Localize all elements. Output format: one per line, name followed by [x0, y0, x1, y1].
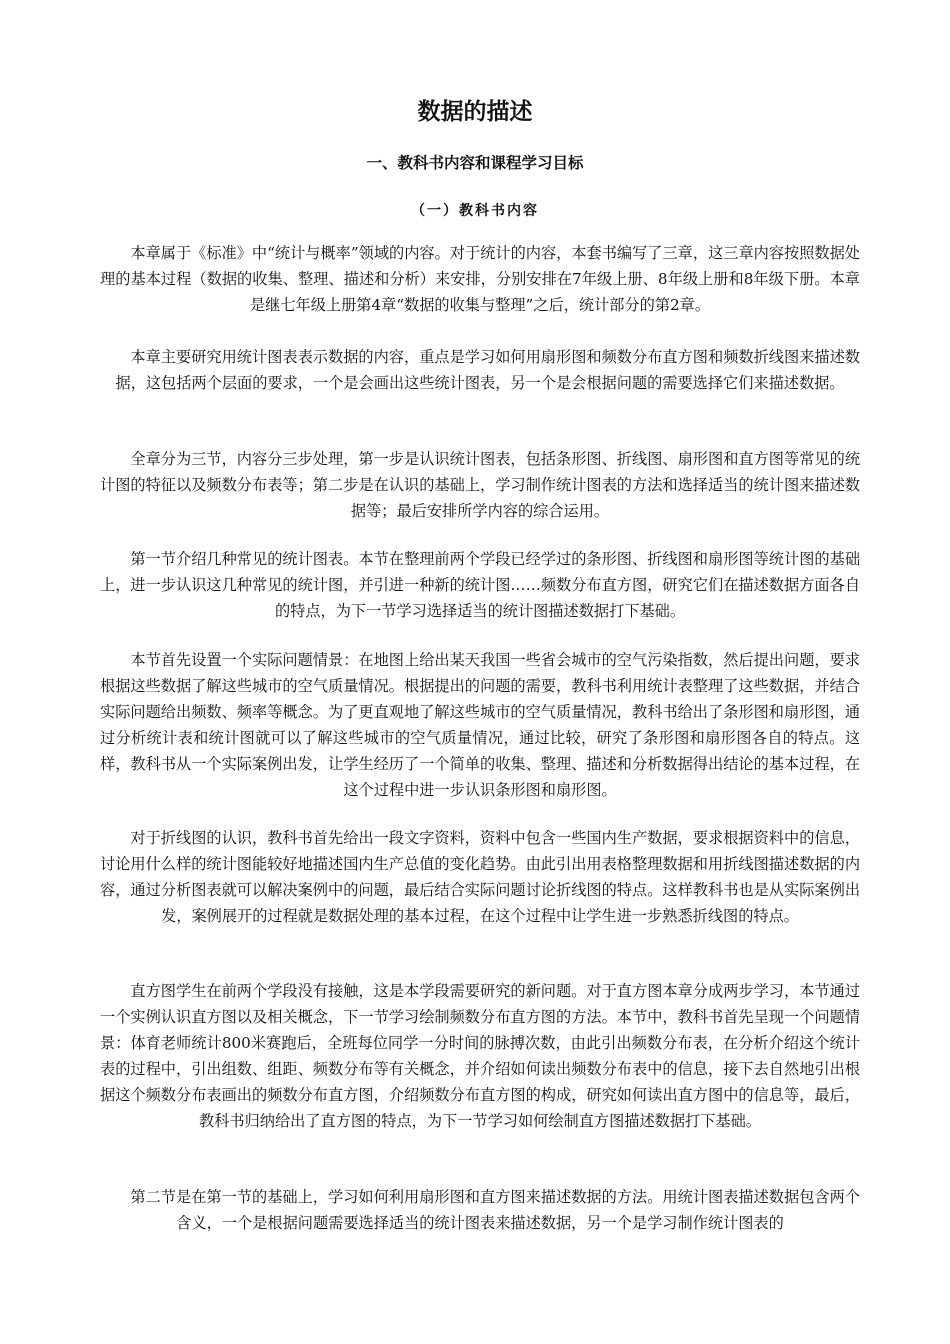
- paragraph-2: 本章主要研究用统计图表表示数据的内容，重点是学习如何用扇形图和频数分布直方图和频数折线图来描述数据，这包括两个层面的要求，一个是会画出这些统计图表，另一个是会根据问题的需要选择它们来描述数据。: [115, 348, 860, 392]
- subsection-heading: （一）教科书内容: [411, 203, 539, 219]
- paragraph-4: 第一节介绍几种常见的统计图表。本节在整理前两个学段已经学过的条形图、折线图和扇形图等统计图的基础上，进一步认识这几种常见的统计图，并引进一种新的统计图……频数分布直方图，研究它们在描述数据方面各自的特点，为下一节学习选择适当的统计图描述数据打下基础。: [100, 550, 860, 620]
- paragraph-1: 本章属于《标准》中“统计与概率”领域的内容。对于统计的内容，本套书编写了三章，这三章内容按照数据处理的基本过程（数据的收集、整理、描述和分析）来安排，分别安排在7年级上册、8年级上册和8年级下册。本章是继七年级上册第4章“数据的收集与整理”之后，统计部分的第2章。: [100, 244, 860, 314]
- paragraph-3: 全章分为三节，内容分三步处理，第一步是认识统计图表，包括条形图、折线图、扇形图和直方图等常见的统计图的特征以及频数分布表等；第二步是在认识的基础上，学习制作统计图表的方法和选择适当的统计图来描述数据等；最后安排所学内容的综合运用。: [100, 450, 860, 520]
- section-heading: 一、教科书内容和课程学习目标: [366, 154, 584, 172]
- paragraph-7: 直方图学生在前两个学段没有接触，这是本学段需要研究的新问题。对于直方图本章分成两步学习，本节通过一个实例认识直方图以及相关概念，下一节学习绘制频数分布直方图的方法。本节中，教科书首先呈现一个问题情景：体育老师统计800米赛跑后，全班每位同学一分时间的脉搏次数，由此引出频数分布表，在分析介绍这个统计表的过程中，引出组数、组距、频数分布等有关概念，并介绍如何读出频数分布表中的信息，接下去自然地引出根据这个频数分布表画出的频数分布直方图，介绍频数分布直方图的构成，研究如何读出直方图中的信息等，最后，教科书归纳给出了直方图的特点，为下一节学习如何绘制直方图描述数据打下基础。: [100, 982, 860, 1130]
- document-title: 数据的描述: [417, 99, 533, 125]
- paragraph-8: 第二节是在第一节的基础上，学习如何利用扇形图和直方图来描述数据的方法。用统计图表描述数据包含两个含义，一个是根据问题需要选择适当的统计图表来描述数据，另一个是学习制作统计图表的: [130, 1188, 860, 1232]
- paragraph-6: 对于折线图的认识，教科书首先给出一段文字资料，资料中包含一些国内生产数据，要求根据资料中的信息，讨论用什么样的统计图能较好地描述国内生产总值的变化趋势。由此引出用表格整理数据和用折线图描述数据的内容，通过分析图表就可以解决案例中的问题，最后结合实际问题讨论折线图的特点。这样教科书也是从实际案例出发，案例展开的过程就是数据处理的基本过程，在这个过程中让学生进一步熟悉折线图的特点。: [100, 829, 860, 925]
- paragraph-5: 本节首先设置一个实际问题情景：在地图上给出某天我国一些省会城市的空气污染指数，然后提出问题，要求根据这些数据了解这些城市的空气质量情况。根据提出的问题的需要，教科书利用统计表整理了这些数据，并结合实际问题给出频数、频率等概念。为了更直观地了解这些城市的空气质量情况，教科书给出了条形图和扇形图，通过分析统计表和统计图就可以了解这些城市的空气质量情况，通过比较，研究了条形图和扇形图各自的特点。这样，教科书从一个实际案例出发，让学生经历了一个简单的收集、整理、描述和分析数据得出结论的基本过程，在这个过程中进一步认识条形图和扇形图。: [100, 651, 860, 799]
